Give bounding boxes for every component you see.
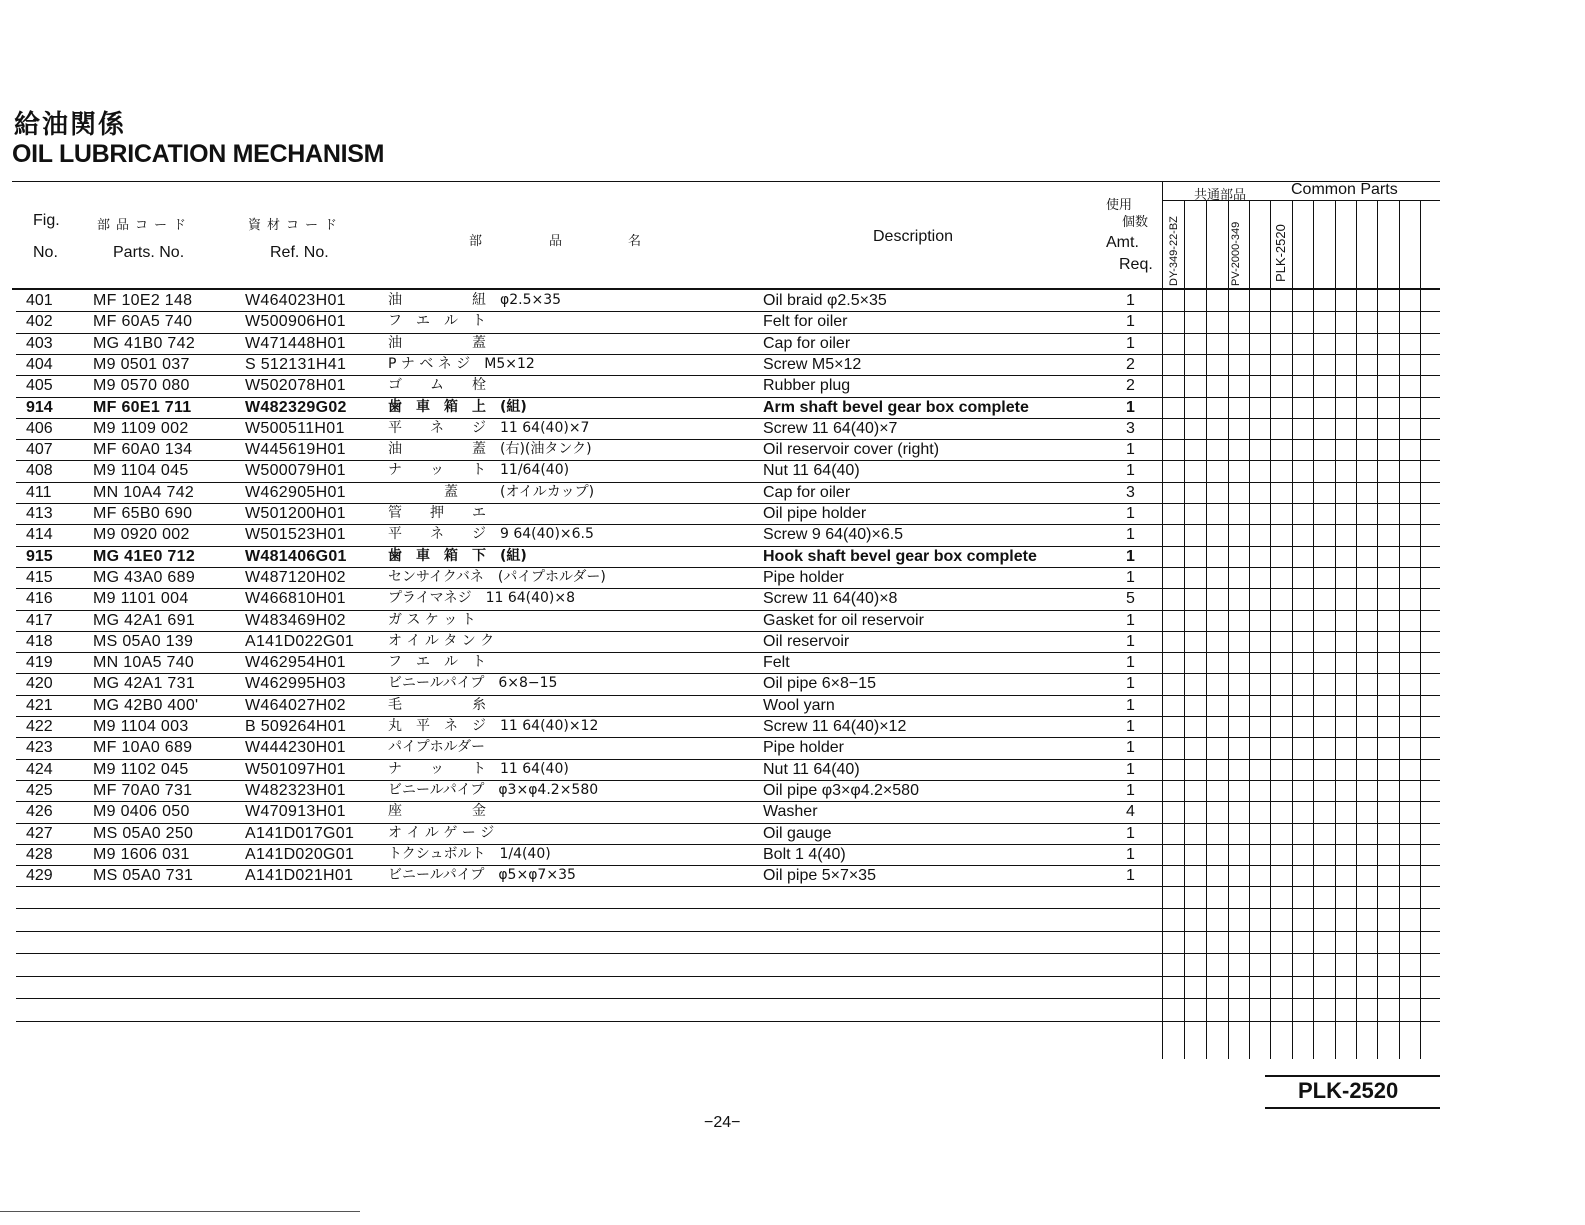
- header-amt: Amt.: [1106, 234, 1139, 251]
- row-rule: [16, 1021, 1440, 1022]
- header-amt-jp-1: 使用: [1106, 198, 1133, 213]
- table-row: [16, 695, 1161, 716]
- fig-no: 421: [26, 696, 53, 714]
- description: Pipe holder: [763, 739, 844, 757]
- amount-required: 1: [1126, 739, 1135, 757]
- ref-no: A141D017G01: [245, 824, 355, 842]
- amount-required: 1: [1126, 696, 1135, 714]
- part-no: M9 1102 045: [93, 760, 189, 778]
- description: Oil reservoir: [763, 632, 850, 650]
- header-name-jp-1: 部: [469, 234, 489, 249]
- part-name-jp: オ イ ル タ ン ク: [388, 632, 495, 649]
- fig-no: 411: [26, 483, 52, 501]
- table-row: [16, 567, 1161, 588]
- part-name-jp: 平 ネ ジ 9 64(40)×6.5: [388, 526, 594, 543]
- ref-no: W462905H01: [245, 483, 346, 501]
- fig-no: 429: [26, 867, 53, 885]
- row-rule: [16, 886, 1440, 887]
- ref-no: W502078H01: [245, 377, 346, 395]
- description: Wool yarn: [763, 696, 835, 714]
- header-model-1: DY-349-22-BZ: [1168, 216, 1180, 286]
- amount-required: 1: [1126, 526, 1135, 544]
- description: Felt for oiler: [763, 313, 848, 331]
- fig-no: 426: [26, 803, 53, 821]
- table-row: [16, 482, 1161, 503]
- part-name-jp: 油 蓋: [388, 334, 486, 351]
- ref-no: W470913H01: [245, 803, 346, 821]
- description: Screw 11 64(40)×7: [763, 419, 898, 437]
- table-row: [16, 354, 1161, 375]
- description: Hook shaft bevel gear box complete: [763, 547, 1037, 565]
- part-no: MG 41B0 742: [93, 334, 196, 352]
- table-row: [16, 375, 1161, 396]
- part-name-jp: 管 押 エ: [388, 505, 486, 521]
- part-no: MG 42A1 731: [93, 675, 196, 693]
- table-row: [16, 865, 1161, 886]
- fig-no: 402: [26, 313, 53, 331]
- part-no: MS 05A0 139: [93, 632, 194, 650]
- description: Screw 11 64(40)×8: [763, 590, 898, 608]
- amount-required: 1: [1126, 462, 1135, 480]
- part-no: MS 05A0 731: [93, 867, 194, 885]
- ref-no: W501200H01: [245, 505, 346, 522]
- ref-no: W482329G02: [245, 398, 347, 416]
- table-row: [16, 801, 1161, 822]
- part-no: MF 65B0 690: [93, 505, 193, 522]
- part-name-jp: 油 蓋 (右)(油タンク): [388, 441, 592, 458]
- table-row: [16, 716, 1161, 737]
- header-name-jp-2: 品: [549, 234, 569, 249]
- part-no: M9 0570 080: [93, 377, 190, 395]
- fig-no: 416: [26, 590, 53, 608]
- row-rule: [16, 998, 1440, 999]
- ref-no: A141D021H01: [245, 867, 354, 885]
- ref-no: W500079H01: [245, 462, 346, 480]
- table-row: [16, 439, 1161, 460]
- ref-no: W481406G01: [245, 547, 347, 565]
- amount-required: 1: [1126, 867, 1135, 885]
- amount-required: 1: [1126, 845, 1135, 863]
- part-no: MN 10A4 742: [93, 483, 195, 501]
- header-ref-jp: 資材コード: [248, 218, 344, 233]
- fig-no: 406: [26, 419, 53, 437]
- part-name-jp: トクシュボルト 1/4(40): [388, 845, 551, 862]
- header-fig-no: No.: [33, 244, 58, 261]
- ref-no: W483469H02: [245, 611, 346, 629]
- fig-no: 404: [26, 355, 53, 373]
- amount-required: 1: [1126, 568, 1135, 586]
- description: Bolt 1 4(40): [763, 845, 846, 863]
- part-no: MG 42B0 400': [93, 696, 199, 714]
- description: Screw M5×12: [763, 355, 862, 373]
- part-name-jp: 丸 平 ネ ジ 11 64(40)×12: [388, 718, 599, 734]
- ref-no: B 509264H01: [245, 718, 347, 735]
- fig-no: 915: [26, 547, 53, 565]
- ref-no: W462995H03: [245, 675, 346, 693]
- amount-required: 1: [1126, 654, 1135, 672]
- part-no: MG 43A0 689: [93, 568, 196, 586]
- model-label: PLK-2520: [1298, 1078, 1399, 1103]
- description: Oil braid φ2.5×35: [763, 292, 887, 309]
- ref-no: W500511H01: [245, 419, 345, 437]
- part-no: M9 0501 037: [93, 355, 190, 373]
- table-row: [16, 610, 1161, 631]
- bottom-edge-rule: [0, 1211, 360, 1212]
- description: Oil pipe 6×8−15: [763, 675, 876, 693]
- description: Oil reservoir cover (right): [763, 441, 940, 459]
- table-row: [16, 503, 1161, 524]
- table-row: [16, 418, 1161, 439]
- table-row: [16, 546, 1161, 567]
- description: Cap for oiler: [763, 483, 851, 501]
- page-title: OIL LUBRICATION MECHANISM: [12, 140, 385, 168]
- fig-no: 428: [26, 845, 53, 863]
- fig-no: 418: [26, 632, 53, 650]
- header-model-3: PLK-2520: [1273, 224, 1288, 282]
- amount-required: 2: [1126, 355, 1135, 373]
- part-name-jp: 蓋 (オイルカップ): [388, 483, 595, 500]
- header-amt-jp-2: 個数: [1122, 215, 1149, 230]
- part-name-jp: 座 金: [388, 803, 486, 820]
- header-description: Description: [873, 228, 954, 245]
- ref-no: W501523H01: [245, 526, 346, 544]
- part-name-jp: ビニールパイプ φ5×φ7×35: [388, 867, 576, 884]
- fig-no: 403: [26, 334, 53, 352]
- part-name-jp: ガ ス ケ ッ ト: [388, 611, 476, 628]
- description: Gasket for oil reservoir: [763, 611, 924, 629]
- part-name-jp: プライマネジ 11 64(40)×8: [388, 590, 576, 607]
- part-no: M9 1109 002: [93, 419, 189, 437]
- ref-no: S 512131H41: [245, 355, 347, 373]
- ref-no: W444230H01: [245, 739, 346, 757]
- row-rule: [16, 931, 1440, 932]
- amount-required: 1: [1126, 292, 1135, 309]
- part-name-jp: 平 ネ ジ 11 64(40)×7: [388, 419, 590, 436]
- row-rule: [16, 953, 1440, 954]
- fig-no: 407: [26, 441, 53, 459]
- page-title-jp: 給油関係: [14, 110, 127, 140]
- ref-no: W487120H02: [245, 568, 346, 586]
- part-no: MF 60A5 740: [93, 313, 193, 331]
- model-top-rule: [1265, 1075, 1440, 1077]
- table-row: [16, 844, 1161, 865]
- table-row: [16, 524, 1161, 545]
- table-row: [16, 588, 1161, 609]
- description: Nut 11 64(40): [763, 462, 860, 480]
- fig-no: 424: [26, 760, 53, 778]
- part-name-jp: ナ ッ ト 11 64(40): [388, 760, 569, 777]
- description: Pipe holder: [763, 568, 844, 586]
- part-no: MG 41E0 712: [93, 547, 196, 565]
- amount-required: 1: [1126, 505, 1135, 522]
- header-fig: Fig.: [33, 212, 60, 229]
- table-row: [16, 737, 1161, 758]
- part-name-jp: 油 紐 φ2.5×35: [388, 292, 562, 308]
- part-name-jp: 歯 車 箱 上 (組): [388, 398, 527, 415]
- fig-no: 417: [26, 611, 53, 629]
- amount-required: 2: [1126, 377, 1135, 395]
- fig-no: 914: [26, 398, 53, 416]
- ref-no: A141D020G01: [245, 845, 355, 863]
- header-common-jp: 共通部品: [1194, 188, 1247, 203]
- fig-no: 425: [26, 781, 53, 799]
- description: Felt: [763, 654, 790, 672]
- table-row: [16, 823, 1161, 844]
- header-ref-no: Ref. No.: [270, 244, 329, 261]
- part-name-jp: 毛 糸: [388, 696, 486, 713]
- amount-required: 1: [1126, 781, 1135, 799]
- part-no: M9 1104 045: [93, 462, 189, 480]
- table-row: [16, 780, 1161, 801]
- header-req: Req.: [1119, 256, 1153, 273]
- amount-required: 3: [1126, 419, 1135, 437]
- part-no: M9 1104 003: [93, 718, 189, 735]
- part-name-jp: パイプホルダー: [388, 739, 486, 756]
- table-row: [16, 397, 1161, 418]
- part-name-jp: オ イ ル ゲ ー ジ: [388, 824, 495, 841]
- part-no: M9 0406 050: [93, 803, 190, 821]
- part-no: M9 1606 031: [93, 845, 190, 863]
- description: Screw 11 64(40)×12: [763, 718, 907, 735]
- fig-no: 423: [26, 739, 53, 757]
- description: Oil pipe holder: [763, 505, 867, 522]
- table-row: [16, 673, 1161, 694]
- part-no: MN 10A5 740: [93, 654, 195, 672]
- page-number: −24−: [704, 1114, 741, 1131]
- ref-no: W500906H01: [245, 313, 346, 331]
- part-name-jp: フ エ ル ト: [388, 313, 486, 330]
- part-no: MF 10E2 148: [93, 292, 193, 309]
- table-row: [16, 631, 1161, 652]
- description: Nut 11 64(40): [763, 760, 860, 778]
- amount-required: 4: [1126, 803, 1135, 821]
- amount-required: 1: [1126, 334, 1135, 352]
- part-name-jp: ナ ッ ト 11/64(40): [388, 462, 570, 479]
- ref-no: W464027H02: [245, 696, 346, 714]
- description: Oil pipe 5×7×35: [763, 867, 876, 885]
- row-rule: [16, 908, 1440, 909]
- description: Screw 9 64(40)×6.5: [763, 526, 904, 544]
- ref-no: W445619H01: [245, 441, 346, 459]
- ref-no: W464023H01: [245, 292, 346, 309]
- row-rule: [16, 976, 1440, 977]
- description: Washer: [763, 803, 818, 821]
- amount-required: 1: [1126, 441, 1135, 459]
- table-row: [16, 652, 1161, 673]
- description: Oil gauge: [763, 824, 832, 842]
- header-parts-no: Parts. No.: [113, 244, 185, 261]
- fig-no: 405: [26, 377, 53, 395]
- part-name-jp: ビニールパイプ φ3×φ4.2×580: [388, 781, 599, 798]
- fig-no: 422: [26, 718, 53, 735]
- fig-no: 401: [26, 292, 53, 309]
- amount-required: 1: [1126, 760, 1135, 778]
- header-model-2: PV-2000-349: [1230, 221, 1242, 286]
- part-no: MF 70A0 731: [93, 781, 193, 799]
- model-bottom-rule: [1265, 1107, 1440, 1109]
- part-no: MF 10A0 689: [93, 739, 193, 757]
- fig-no: 427: [26, 824, 53, 842]
- amount-required: 1: [1126, 398, 1135, 416]
- table-top-rule: [12, 181, 1162, 182]
- amount-required: 1: [1126, 547, 1135, 565]
- part-name-jp: センサイクバネ (パイプホルダー): [388, 568, 606, 585]
- amount-required: 1: [1126, 675, 1135, 693]
- fig-no: 413: [26, 505, 53, 522]
- part-no: MG 42A1 691: [93, 611, 196, 629]
- amount-required: 1: [1126, 611, 1135, 629]
- amount-required: 1: [1126, 313, 1135, 331]
- fig-no: 414: [26, 526, 53, 544]
- table-row: [16, 759, 1161, 780]
- header-name-jp-3: 名: [628, 234, 648, 249]
- table-row: [16, 290, 1161, 311]
- amount-required: 1: [1126, 718, 1135, 735]
- header-parts-jp: 部品コード: [97, 218, 193, 233]
- part-no: M9 1101 004: [93, 590, 189, 608]
- part-no: MS 05A0 250: [93, 824, 194, 842]
- part-name-jp: ビニールパイプ 6×8−15: [388, 675, 558, 692]
- ref-no: W471448H01: [245, 334, 346, 352]
- header-common-en: Common Parts: [1291, 181, 1398, 198]
- table-row: [16, 333, 1161, 354]
- part-no: MF 60A0 134: [93, 441, 193, 459]
- part-name-jp: フ エ ル ト: [388, 654, 486, 671]
- fig-no: 408: [26, 462, 53, 480]
- amount-required: 5: [1126, 590, 1135, 608]
- description: Cap for oiler: [763, 334, 851, 352]
- description: Arm shaft bevel gear box complete: [763, 398, 1029, 416]
- table-row: [16, 311, 1161, 332]
- part-no: M9 0920 002: [93, 526, 190, 544]
- ref-no: A141D022G01: [245, 632, 355, 650]
- part-name-jp: ゴ ム 栓: [388, 377, 486, 394]
- description: Rubber plug: [763, 377, 851, 395]
- part-no: MF 60E1 711: [93, 398, 192, 416]
- ref-no: W482323H01: [245, 781, 346, 799]
- amount-required: 3: [1126, 483, 1135, 501]
- ref-no: W501097H01: [245, 760, 346, 778]
- amount-required: 1: [1126, 824, 1135, 842]
- part-name-jp: P ナ ベ ネ ジ M5×12: [388, 355, 535, 372]
- fig-no: 419: [26, 654, 53, 672]
- ref-no: W462954H01: [245, 654, 346, 672]
- amount-required: 1: [1126, 632, 1135, 650]
- fig-no: 415: [26, 568, 53, 586]
- ref-no: W466810H01: [245, 590, 346, 608]
- fig-no: 420: [26, 675, 53, 693]
- part-name-jp: 歯 車 箱 下 (組): [388, 547, 527, 564]
- table-row: [16, 460, 1161, 481]
- description: Oil pipe φ3×φ4.2×580: [763, 781, 919, 799]
